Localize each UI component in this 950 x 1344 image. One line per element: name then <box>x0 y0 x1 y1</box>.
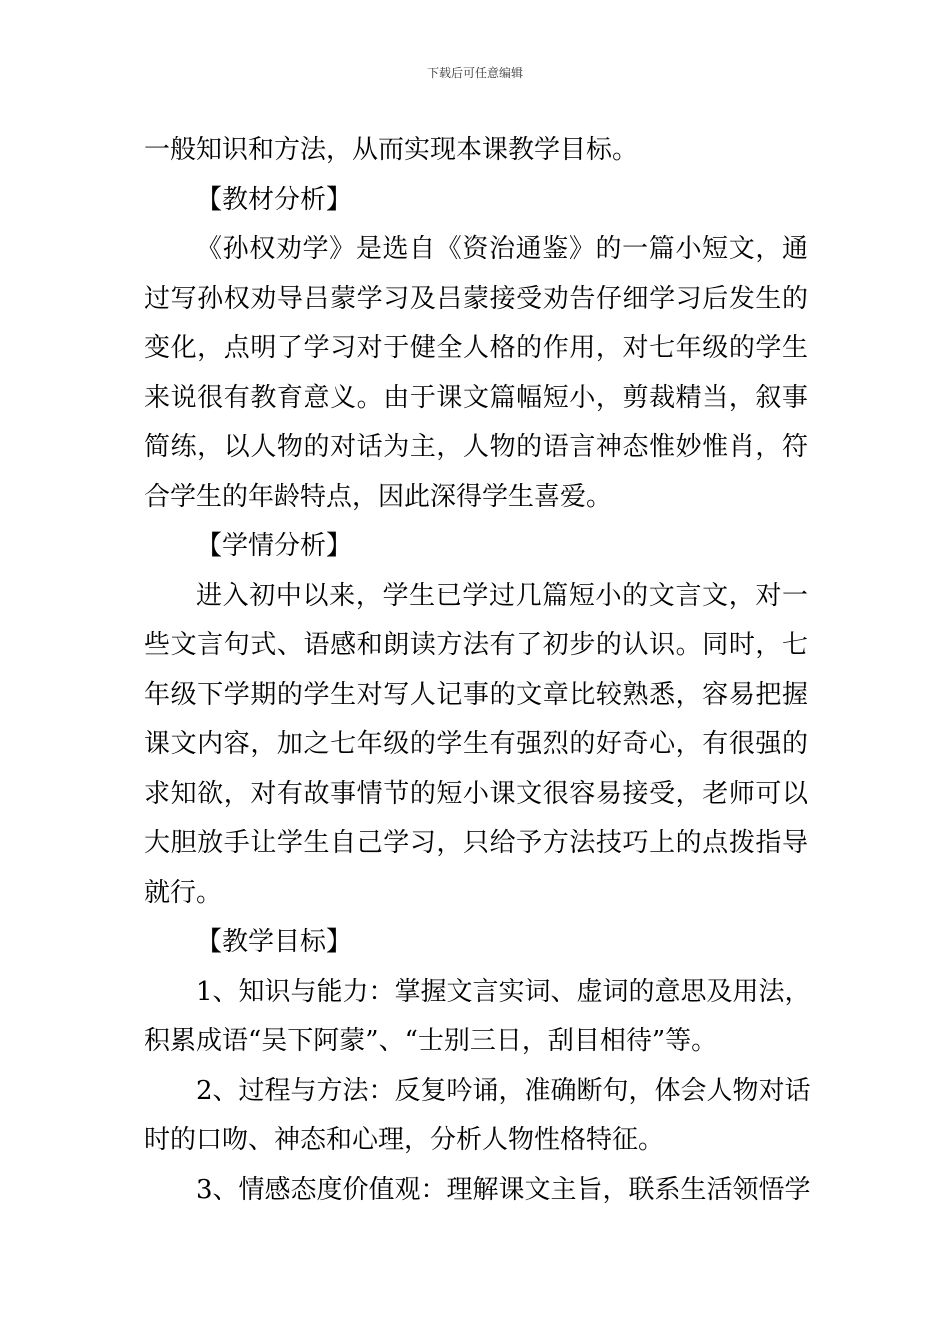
text-line: 些文言句式、语感和朗读方法有了初步的认识。同时，七 <box>144 630 808 660</box>
text-line: 大胆放手让学生自己学习，只给予方法技巧上的点拨指导 <box>144 828 808 858</box>
section-heading-student-analysis: 【学情分析】 <box>196 531 353 561</box>
text-line: 求知欲，对有故事情节的短小课文很容易接受，老师可以 <box>144 778 808 809</box>
text-line: 简练，以人物的对话为主，人物的语言神态惟妙惟肖，符 <box>144 432 808 462</box>
text-line: 来说很有教育意义。由于课文篇幅短小，剪裁精当，叙事 <box>144 382 808 413</box>
text-line: 《孙权劝学》是选自《资治通鉴》的一篇小短文，通 <box>196 234 808 264</box>
text-line: 变化，点明了学习对于健全人格的作用，对七年级的学生 <box>144 333 808 363</box>
text-line: 合学生的年龄特点，因此深得学生喜爱。 <box>144 481 613 512</box>
text-line: 课文内容，加之七年级的学生有强烈的好奇心，有很强的 <box>144 729 808 759</box>
text-line: 过写孙权劝导吕蒙学习及吕蒙接受劝告仔细学习后发生的 <box>144 283 808 314</box>
text-line: 进入初中以来，学生已学过几篇短小的文言文，对一 <box>196 580 808 611</box>
section-heading-teaching-goals: 【教学目标】 <box>196 927 353 957</box>
goal-item-knowledge: 1、知识与能力：掌握文言实词、虚词的意思及用法， <box>196 976 811 1007</box>
text-line: 一般知识和方法，从而实现本课教学目标。 <box>144 135 639 165</box>
text-line: 就行。 <box>144 877 223 908</box>
text-line: 积累成语“吴下阿蒙”、“士别三日，刮目相待”等。 <box>144 1026 718 1056</box>
document-body <box>144 126 811 1215</box>
goal-item-values: 3、情感态度价值观：理解课文主旨，联系生活领悟学 <box>196 1174 811 1205</box>
goal-item-process: 2、过程与方法：反复吟诵，准确断句，体会人物对话 <box>196 1075 811 1106</box>
text-line: 时的口吻、神态和心理，分析人物性格特征。 <box>144 1125 665 1155</box>
text-line: 年级下学期的学生对写人记事的文章比较熟悉，容易把握 <box>144 679 808 710</box>
section-heading-textbook-analysis: 【教材分析】 <box>196 184 353 215</box>
page-header: 下载后可任意编辑 <box>426 66 523 80</box>
